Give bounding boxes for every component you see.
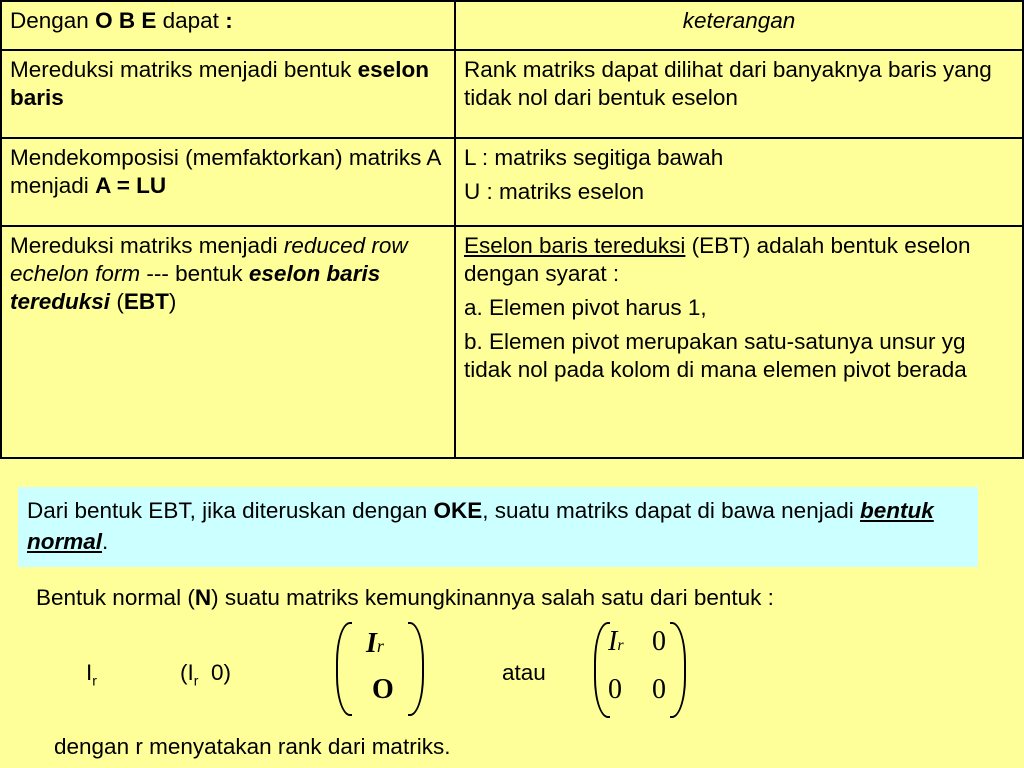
header-left-colon: : <box>225 8 233 33</box>
note-bold: OKE <box>433 498 483 523</box>
form2 <box>180 660 231 689</box>
matrix2-d: 0 <box>652 674 666 705</box>
header-left-cell <box>1 1 455 50</box>
matrix1-top-main: I <box>366 628 377 659</box>
matrix1 <box>336 622 424 716</box>
note-text2: , suatu matriks dapat di bawa nenjadi <box>482 498 854 523</box>
row1-left-bold: eselon baris <box>10 56 429 110</box>
matrix2-a-sub: r <box>617 637 624 654</box>
row1-left-cell <box>1 50 455 138</box>
matrix1-right-paren <box>408 622 424 716</box>
matrix1-bottom-text: O <box>372 674 394 705</box>
header-left-suffix: dapat <box>162 8 219 33</box>
note-box <box>18 487 978 567</box>
row3-right-p2: a. Elemen pivot harus 1, <box>464 294 707 320</box>
matrix1-top-sub: r <box>376 636 384 656</box>
row2-left-cell <box>1 138 455 226</box>
row2-left-bold: A = LU <box>95 172 167 198</box>
normal-form-text2: ) suatu matriks kemungkinannya salah satu dari bentuk : <box>211 585 774 610</box>
header-right-text: keterangan <box>682 8 796 33</box>
row1-right-text: Rank matriks dapat dilihat dari banyaknya baris yang tidak nol dari bentuk eselon <box>464 56 992 110</box>
form1-sub: r <box>92 672 97 689</box>
form1-main: I <box>86 660 93 685</box>
row3-left-text2: --- bentuk <box>146 260 243 286</box>
form2-rest: 0) <box>210 660 231 685</box>
matrix2-a <box>608 626 624 658</box>
normal-form-text1: Bentuk normal ( <box>36 585 195 610</box>
row3-right-underline: Eselon baris tereduksi <box>464 232 686 258</box>
table-header-row <box>1 1 1023 50</box>
form2-sub: r <box>193 672 199 689</box>
row3-left-cell <box>1 226 455 458</box>
matrix2-b: 0 <box>652 626 666 657</box>
row3-right-text1: (EBT) adalah bentuk eselon dengan syarat : <box>464 232 971 286</box>
note-bold-italic-underline: bentuk normal <box>27 498 934 554</box>
row3-left-text1: Mereduksi matriks menjadi <box>10 232 278 258</box>
form2-open: (I <box>180 660 194 685</box>
table-row <box>1 226 1023 458</box>
row3-left-italic: reduced row echelon form <box>10 232 408 286</box>
note-period: . <box>102 529 109 554</box>
table-row <box>1 138 1023 226</box>
matrix2 <box>594 622 686 718</box>
row2-right-p1: L : matriks segitiga bawah <box>464 144 724 170</box>
row3-left-bold: EBT <box>123 288 169 314</box>
normal-form-bold: N <box>194 585 212 610</box>
row2-left-text: Mendekomposisi (memfaktorkan) matriks A menjadi <box>10 144 441 198</box>
row3-right-cell <box>455 226 1023 458</box>
row3-paren-close: ) <box>168 288 177 314</box>
row3-left-bold-italic: eselon baris tereduksi <box>10 260 381 314</box>
matrix1-top <box>366 628 384 660</box>
header-left-prefix: Dengan <box>10 8 89 33</box>
row3-paren-open: ( <box>116 288 124 314</box>
atau-label: atau <box>502 660 546 685</box>
header-right-cell <box>455 1 1023 50</box>
row1-left-text: Mereduksi matriks menjadi bentuk <box>10 56 352 82</box>
header-left-bold: O B E <box>95 8 157 33</box>
matrix2-right-paren <box>670 622 686 718</box>
row3-right-p3: b. Elemen pivot merupakan satu-satunya unsur yg tidak nol pada kolom di mana elemen pivot berada <box>464 328 967 382</box>
normal-form-intro <box>36 585 774 611</box>
footer-text: dengan r menyatakan rank dari matriks. <box>54 734 451 759</box>
table-row <box>1 50 1023 138</box>
note-text1: Dari bentuk EBT, jika diteruskan dengan <box>27 498 428 523</box>
matrix2-a-main: I <box>608 626 618 657</box>
matrix1-bottom <box>372 674 394 706</box>
row2-right-p2: U : matriks eselon <box>464 178 645 204</box>
row2-right-cell <box>455 138 1023 226</box>
form1 <box>86 660 97 689</box>
row3-right-p1 <box>464 232 1014 288</box>
row1-right-cell <box>455 50 1023 138</box>
matrix1-left-paren <box>336 622 352 716</box>
matrix2-c: 0 <box>608 674 622 705</box>
